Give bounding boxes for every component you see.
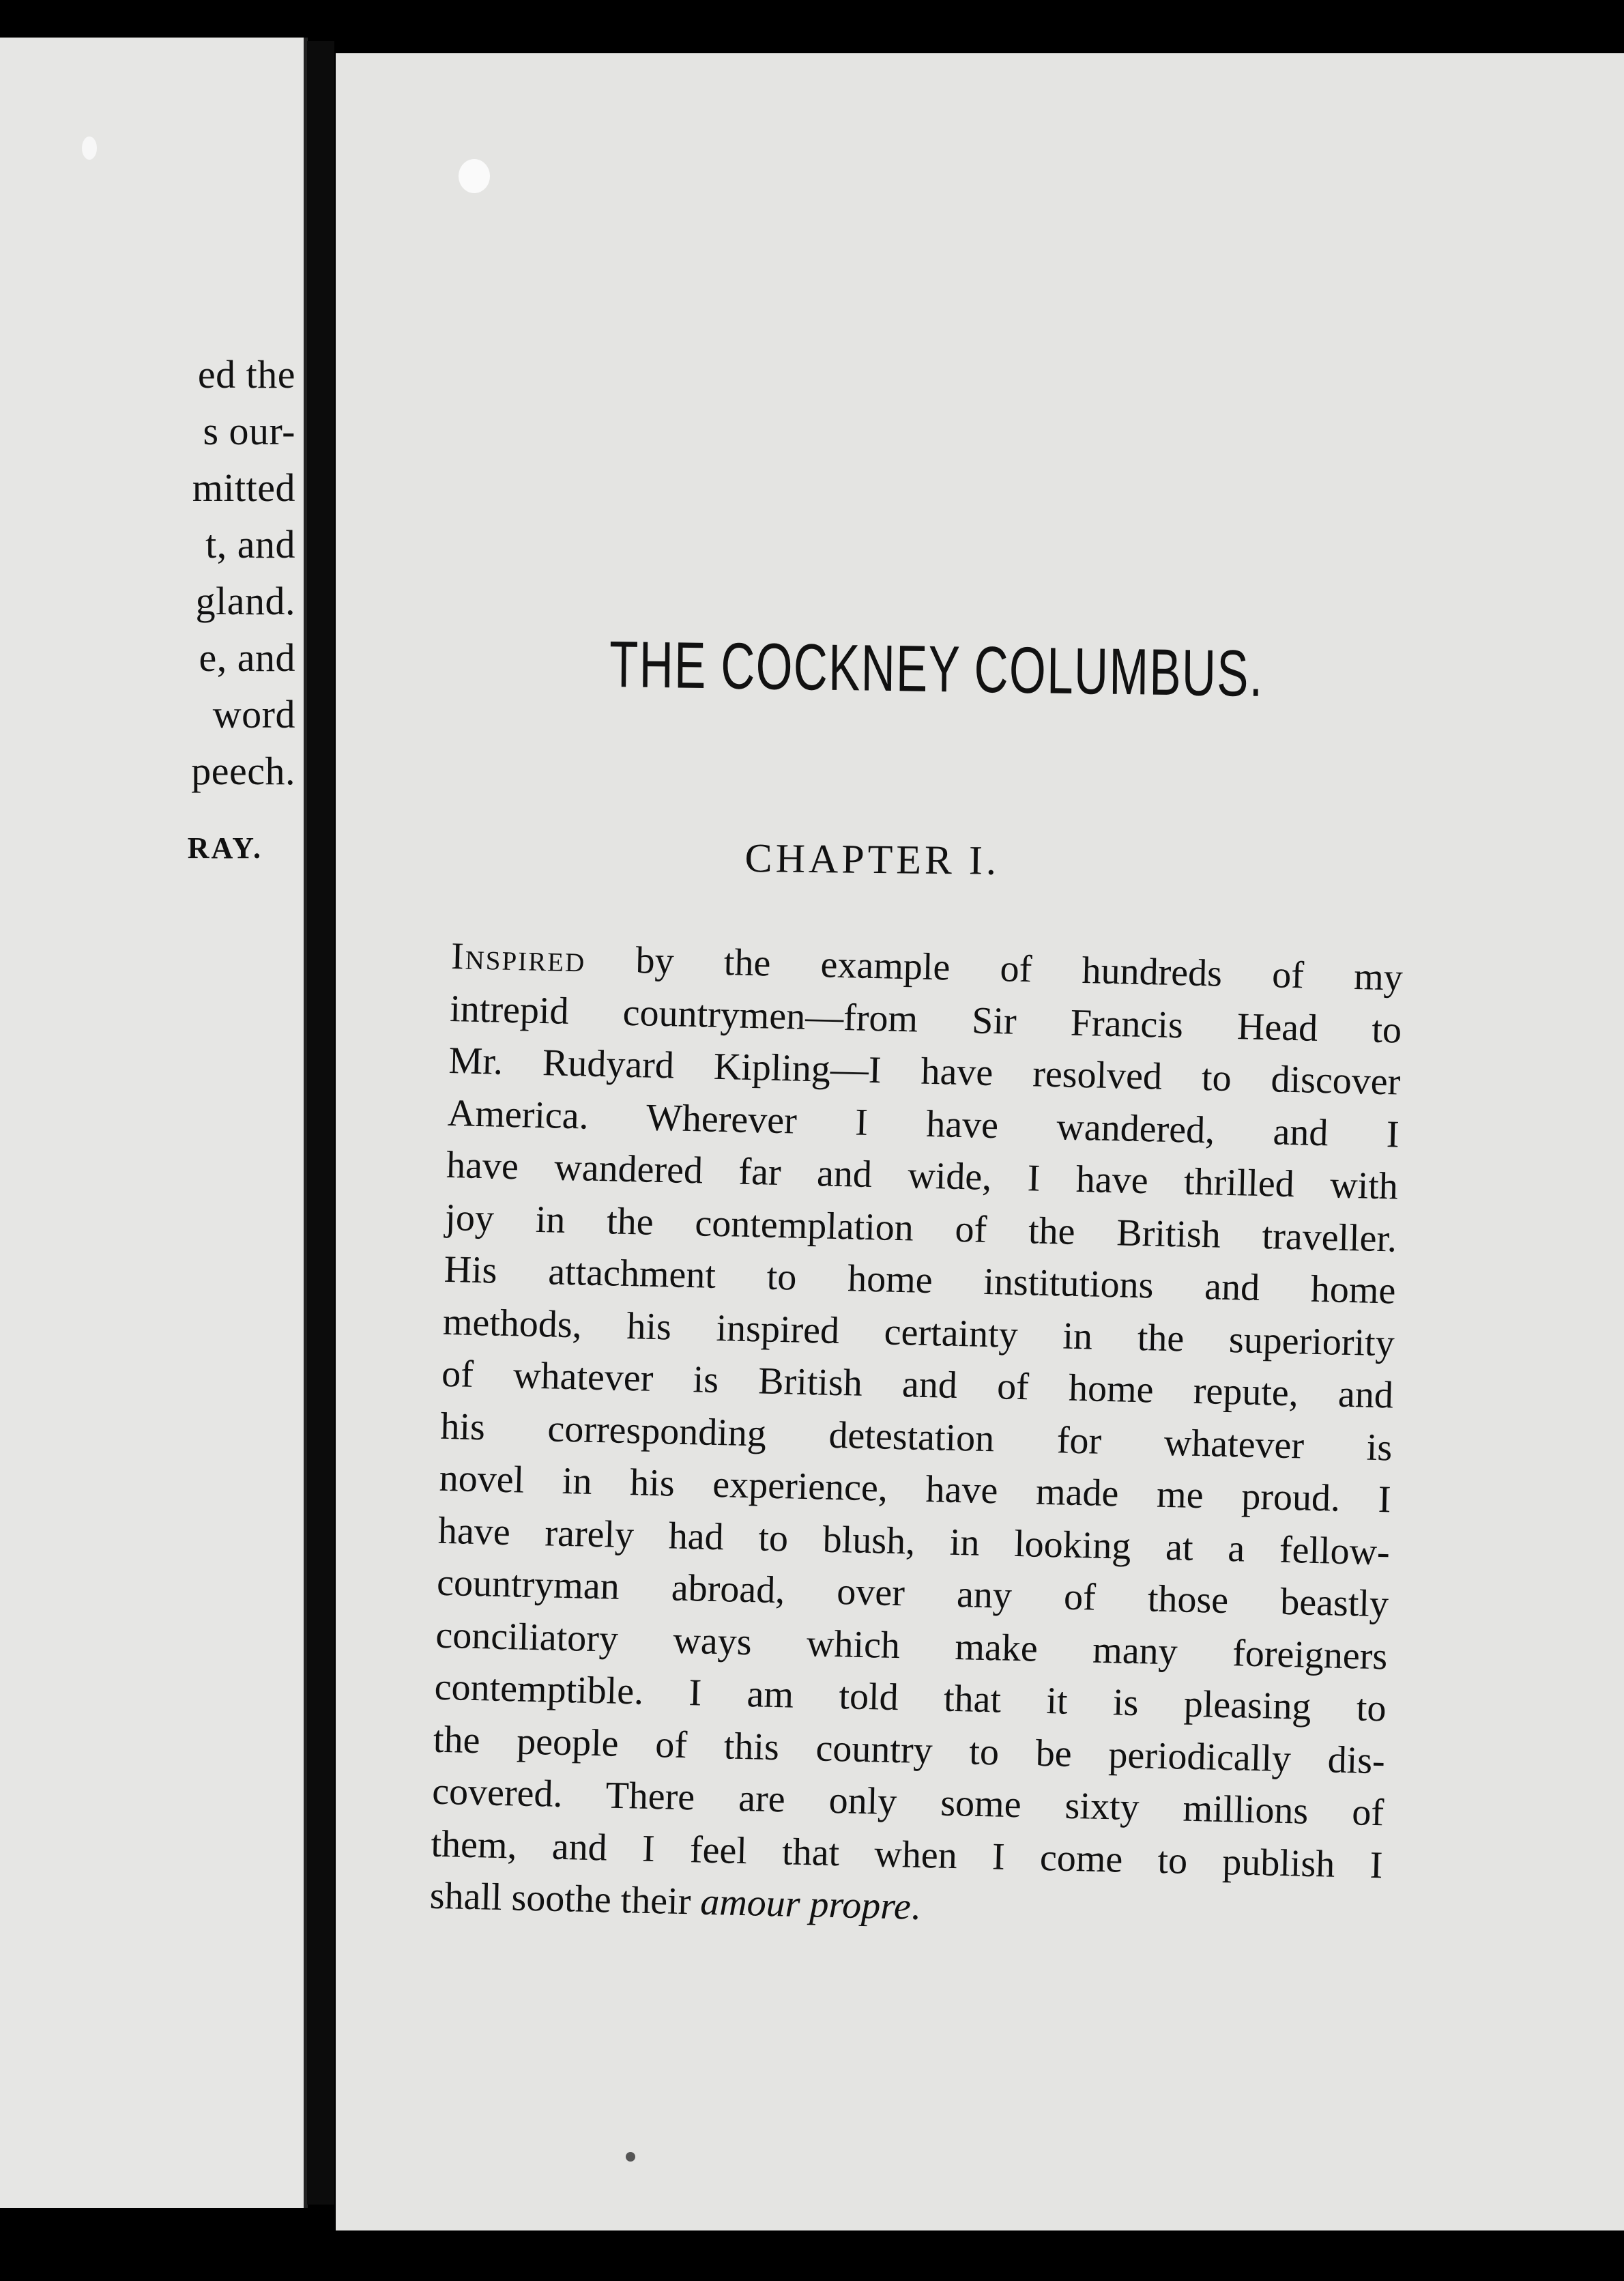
paragraph-line-text: by the example of hundreds of my	[585, 938, 1404, 999]
paragraph-line: them, and I feel that when I come to publish I	[430, 1822, 1383, 1887]
paper-speck	[82, 137, 97, 160]
chapter-heading: CHAPTER I.	[744, 835, 1000, 883]
paragraph-line: countryman abroad, over any of those beastly	[436, 1561, 1389, 1626]
paragraph-line: novel in his experience, have made me proud. I	[439, 1457, 1392, 1521]
left-page-line: word	[212, 692, 295, 736]
paragraph-line: joy in the contemplation of the British traveller.	[444, 1196, 1397, 1261]
paragraph-line: covered. There are only some sixty millions of	[431, 1770, 1384, 1835]
paragraph-line: Mr. Rudyard Kipling—I have resolved to discover	[448, 1039, 1402, 1104]
paragraph-line: have rarely had to blush, in looking at a fellow-	[437, 1509, 1391, 1573]
paragraph-line: have wandered far and wide, I have thrilled with	[446, 1143, 1399, 1208]
left-page-line: gland.	[195, 579, 295, 623]
left-page-line: e, and	[199, 635, 295, 680]
paragraph-line: of whatever is British and of home repute, and	[441, 1352, 1394, 1417]
paragraph-line: intrepid countrymen—from Sir Francis Head to	[449, 987, 1402, 1052]
previous-page-fragment	[0, 38, 308, 2208]
paragraph-line: methods, his inspired certainty in the superiority	[442, 1300, 1395, 1364]
paper-speck	[459, 159, 490, 193]
paragraph-first-word: Inspired	[450, 934, 586, 981]
left-page-line: mitted	[192, 465, 295, 510]
book-gutter	[307, 41, 334, 2205]
paragraph-line: America. Wherever I have wandered, and I	[447, 1091, 1400, 1156]
left-page-line: ed the	[197, 352, 295, 397]
book-page	[336, 53, 1624, 2230]
left-page-line: s our-	[203, 409, 295, 453]
paragraph-line: contemptible. I am told that it is pleasing to	[434, 1665, 1387, 1730]
paragraph-line: the people of this country to be periodically dis-	[433, 1718, 1386, 1782]
italic-phrase: amour propre	[699, 1880, 912, 1928]
paragraph-line: His attachment to home institutions and home	[444, 1248, 1397, 1312]
paragraph-line: his corresponding detestation for whatever is	[439, 1405, 1393, 1469]
left-page-line: peech.	[191, 749, 295, 793]
left-page-signature: RAY.	[187, 831, 263, 865]
ink-speck	[626, 2152, 635, 2162]
paragraph-line: conciliatory ways which make many foreigners	[435, 1613, 1388, 1678]
paragraph-line-text: shall soothe their	[429, 1874, 701, 1923]
left-page-line: t, and	[205, 522, 295, 566]
book-title: THE COCKNEY COLUMBUS.	[609, 628, 1264, 711]
chapter-paragraph	[429, 930, 1404, 1944]
paragraph-line-text: .	[910, 1885, 921, 1928]
